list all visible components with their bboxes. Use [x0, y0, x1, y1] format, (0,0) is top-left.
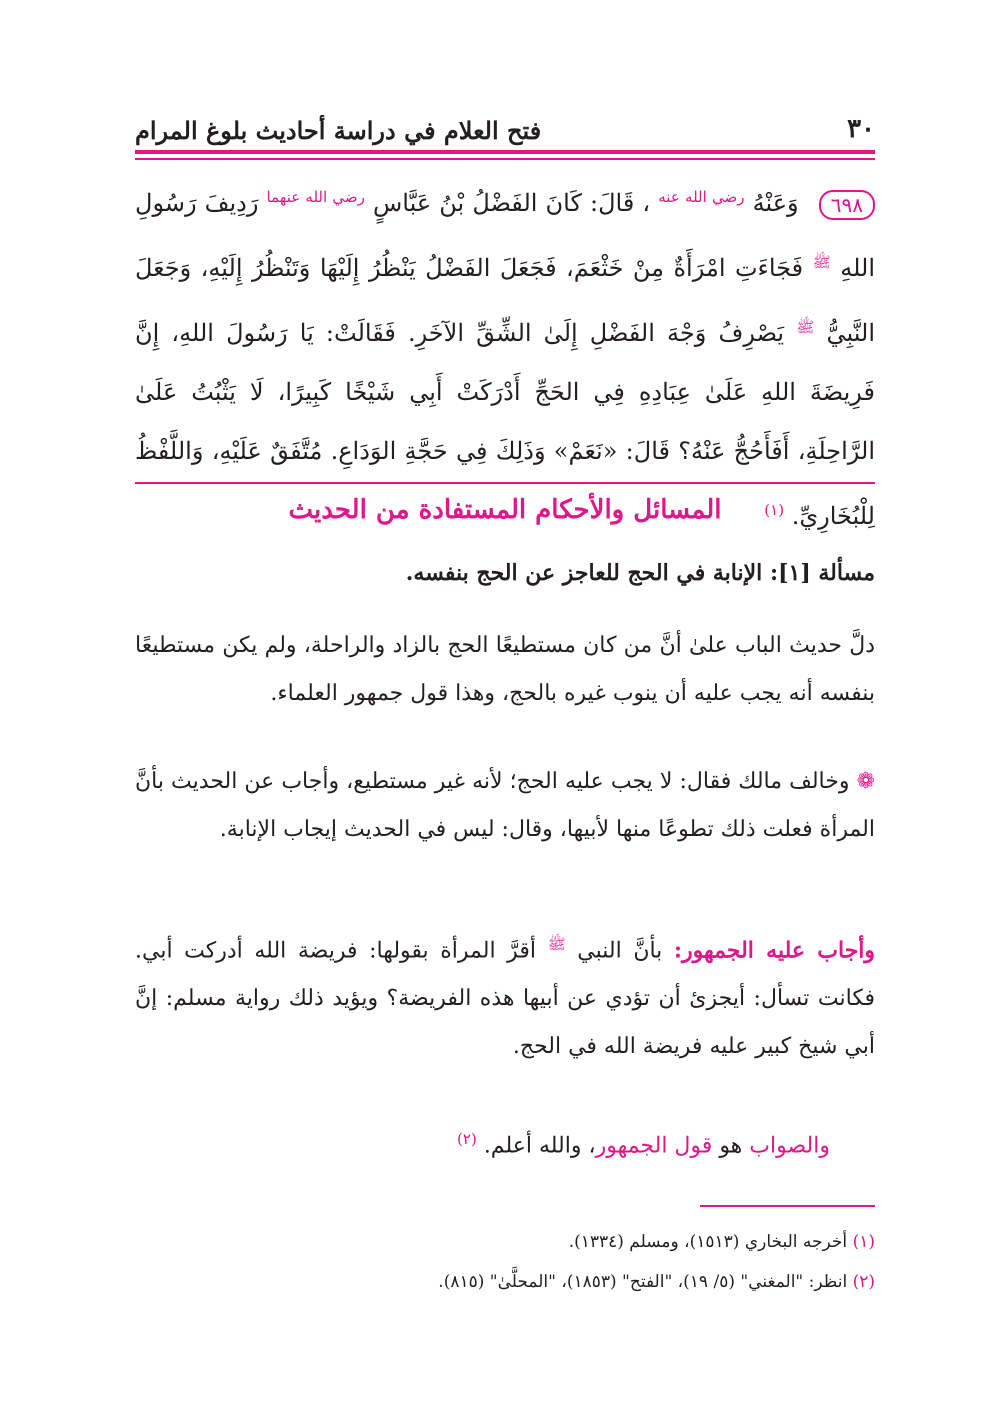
paragraph-4-text-b: ، والله أعلم.	[483, 1133, 596, 1159]
section-title: المسائل والأحكام المستفادة من الحديث	[288, 495, 722, 525]
section-separator	[135, 482, 875, 484]
footnote-2-number: (٢)	[852, 1272, 875, 1292]
hadith-number-badge: ٦٩٨	[819, 190, 875, 220]
hadith-text-4: فَجَاءَتِ امْرَأَةٌ مِنْ خَثْعَمَ، فَجَعَلَ الفَضْلُ يَنْظُرُ إِلَيْهَا وَتَنْظُرُ إِلَيْهِ، وَجَعَلَ النَّبِيُّ	[135, 254, 875, 347]
paragraph-3-text-b: أقرَّ المرأة بقولها: فريضة الله أدركت أبي. فكانت تسأل: أيجزئ أن تؤدي عن أبيها هذه الفريضة؟ ويؤيد ذلك رواية مسلم: إنَّ أبي شيخ كبير عليه فريضة الله في الحج.	[135, 938, 875, 1060]
honorific-saw-3: ﷺ	[547, 935, 566, 953]
paragraph-1: دلَّ حديث الباب علىٰ أنَّ من كان مستطيعًا الحج بالزاد والراحلة، ولم يكن مستطيعًا بنفسه أنه يجب عليه أن ينوب غيره بالحج، وهذا قول جمهور العلماء.	[135, 633, 875, 706]
footnote-2-text: انظر: "المغني" (٥/ ١٩)، "الفتح" (١٨٥٣)، "المحلَّىٰ" (٨١٥).	[438, 1272, 848, 1292]
footnote-2	[135, 1272, 875, 1292]
paragraph-4-highlight: قول الجمهور	[595, 1133, 713, 1159]
hadith-text-1: وَعَنْهُ	[752, 189, 799, 217]
footnote-1-text: أخرجه البخاري (١٥١٣)، ومسلم (١٣٣٤).	[568, 1232, 848, 1252]
paragraph-3-lead: وأجاب عليه الجمهور:	[673, 937, 876, 964]
hadith-text	[135, 168, 875, 546]
footnote-ref-1: (١)	[764, 501, 785, 519]
paragraph-4-text-a: هو	[719, 1133, 743, 1159]
paragraph-3	[135, 920, 875, 1071]
honorific-ra: رضي الله عنه	[658, 188, 745, 206]
footnote-1-number: (١)	[852, 1232, 875, 1252]
paragraph-4	[135, 1115, 830, 1170]
issue-title: الإنابة في الحج للعاجز عن الحج بنفسه.	[405, 560, 763, 586]
hadith-text-3: رَدِيفَ رَسُولِ اللهِ	[135, 189, 876, 282]
header-rule-thick	[135, 150, 875, 154]
paragraph-3-text-a: بأنَّ النبي	[577, 938, 663, 964]
issue-label: مسألة [١]:	[769, 560, 875, 586]
footnote-rule	[700, 1205, 875, 1207]
hadith-text-2: ، قَالَ: كَانَ الفَضْلُ بْنُ عَبَّاسٍ	[373, 189, 651, 217]
honorific-ra-2: رضي الله عنهما	[266, 188, 365, 206]
footnote-ref-2: (٢)	[457, 1130, 477, 1148]
paragraph-4-lead: والصواب	[749, 1133, 830, 1159]
paragraph-2-text: وخالف مالك فقال: لا يجب عليه الحج؛ لأنه غير مستطيع، وأجاب عن الحديث بأنَّ المرأة فعلت ذلك تطوعًا منها لأبيها، وقال: ليس في الحديث إيجاب الإنابة.	[135, 769, 875, 842]
paragraph-2	[135, 758, 875, 854]
flower-icon: ❁	[856, 769, 875, 794]
hadith-text-5: يَصْرِفُ وَجْهَ الفَضْلِ إِلَىٰ الشِّقِّ الآخَرِ. فَقَالَتْ: يَا رَسُولَ اللهِ، إِنَّ فَرِيضَةَ اللهِ عَلَىٰ عِبَادِهِ فِي الحَجِّ أَدْرَكَتْ أَبِي شَيْخًا كَبِيرًا، لَا يَثْبُتُ عَلَىٰ الرَّاحِلَةِ، أَفَأَحُجُّ عَنْهُ؟ قَالَ: «نَعَمْ» وَذَلِكَ فِي حَجَّةِ الوَدَاعِ. مُتَّفَقٌ عَلَيْهِ، وَاللَّفْظُ لِلْبُخَارِيِّ.	[135, 319, 875, 530]
page-number: ٣٠	[847, 114, 875, 144]
honorific-saw-2: ﷺ	[796, 318, 815, 336]
honorific-saw: ﷺ	[812, 253, 831, 271]
page-header	[135, 108, 875, 148]
header-rule-thin	[135, 158, 875, 160]
book-title: فتح العلام في دراسة أحاديث بلوغ المرام	[135, 116, 542, 145]
footnote-1	[135, 1232, 875, 1252]
issue-heading	[135, 560, 875, 586]
